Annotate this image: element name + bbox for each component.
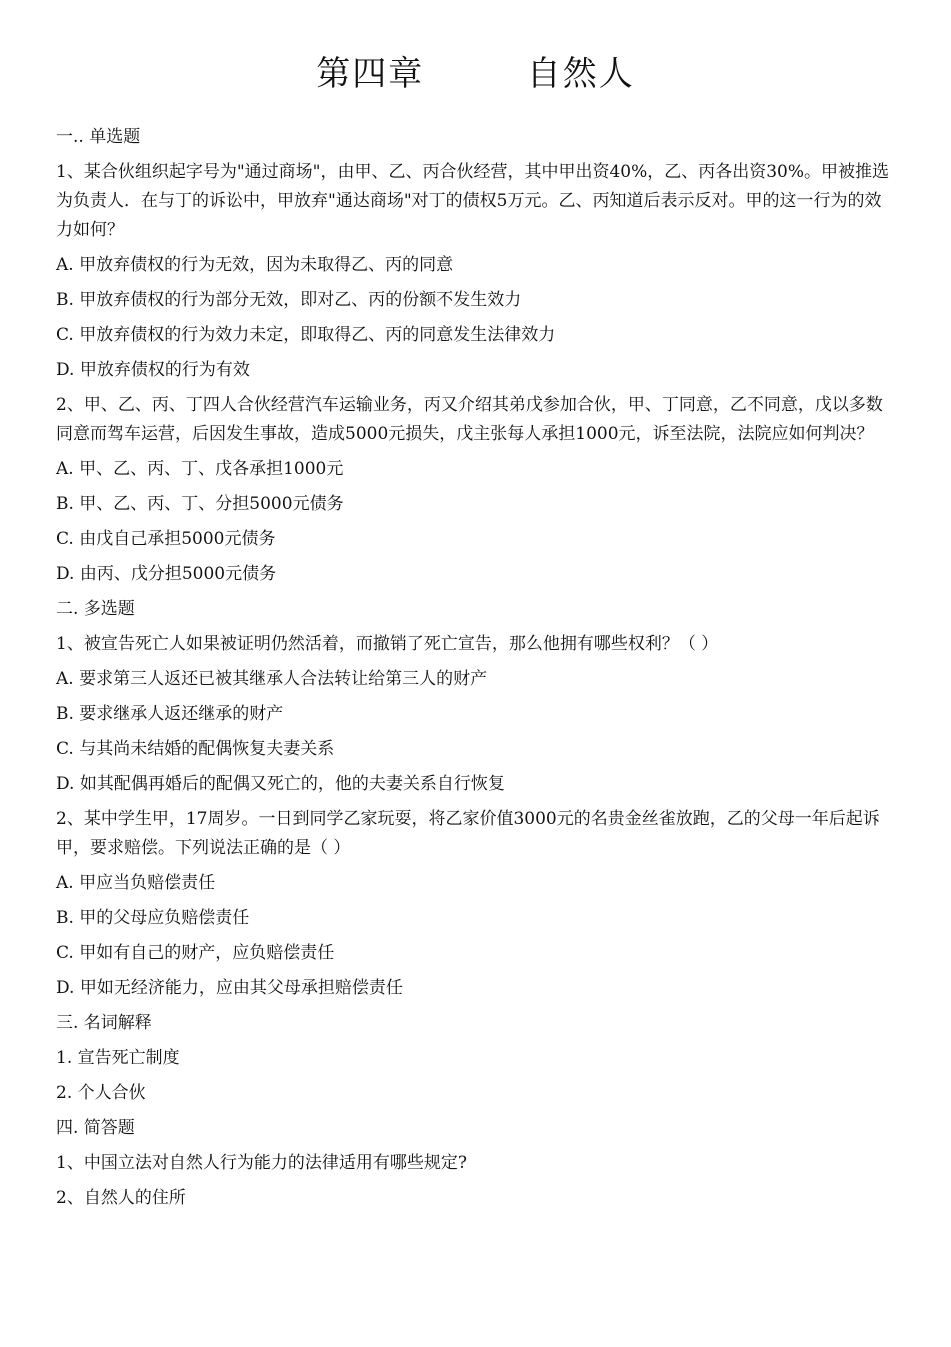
document-body — [56, 120, 894, 1216]
question-option: B. 甲、乙、丙、丁、分担5000元债务 — [56, 494, 344, 514]
term-item: 1. 宣告死亡制度 — [56, 1048, 180, 1068]
section-heading-short-answer: 四. 简答题 — [56, 1118, 135, 1138]
question-option: C. 由戊自己承担5000元债务 — [56, 529, 276, 549]
question-stem: 2、某中学生甲，17周岁。一日到同学乙家玩耍，将乙家价值3000元的名贵金丝雀放跑，乙的父母一年后起诉甲，要求赔偿。下列说法正确的是（ ） — [56, 809, 880, 858]
question-option: B. 甲的父母应负赔偿责任 — [56, 908, 250, 928]
question-option: C. 与其尚未结婚的配偶恢复夫妻关系 — [56, 739, 335, 759]
section-heading-single-choice: 一.. 单选题 — [56, 127, 141, 147]
question-option: D. 如其配偶再婚后的配偶又死亡的，他的夫妻关系自行恢复 — [56, 774, 505, 794]
question-option: D. 由丙、戊分担5000元债务 — [56, 564, 277, 584]
question-stem: 1、某合伙组织起字号为"通过商场"，由甲、乙、丙合伙经营，其中甲出资40%，乙、丙各出资30%。甲被推选为负责人．在与丁的诉讼中，甲放弃"通达商场"对丁的债权5万元。乙、丙知道后表示反对。甲的这一行为的效力如何？ — [56, 162, 890, 240]
short-answer-item: 2、自然人的住所 — [56, 1188, 186, 1208]
question-option: A. 甲应当负赔偿责任 — [56, 873, 216, 893]
question-option: C. 甲放弃债权的行为效力未定，即取得乙、丙的同意发生法律效力 — [56, 325, 556, 345]
question-option: A. 甲、乙、丙、丁、戊各承担1000元 — [56, 459, 344, 479]
question-option: D. 甲放弃债权的行为有效 — [56, 360, 250, 380]
question-option: C. 甲如有自己的财产，应负赔偿责任 — [56, 943, 335, 963]
question-stem: 1、被宣告死亡人如果被证明仍然活着，而撤销了死亡宣告，那么他拥有哪些权利？（ ） — [56, 634, 719, 654]
question-option: A. 甲放弃债权的行为无效，因为未取得乙、丙的同意 — [56, 255, 454, 275]
question-option: B. 要求继承人返还继承的财产 — [56, 704, 284, 724]
term-item: 2. 个人合伙 — [56, 1083, 146, 1103]
short-answer-item: 1、中国立法对自然人行为能力的法律适用有哪些规定? — [56, 1153, 467, 1173]
question-stem: 2、甲、乙、丙、丁四人合伙经营汽车运输业务，丙又介绍其弟戊参加合伙，甲、丁同意，乙不同意，戊以多数同意而驾车运营，后因发生事故，造成5000元损失，戊主张每人承担1000元，诉至法院，法院应如何判决？ — [56, 395, 883, 444]
section-heading-term-explanation: 三. 名词解释 — [56, 1013, 152, 1033]
question-option: B. 甲放弃债权的行为部分无效，即对乙、丙的份额不发生效力 — [56, 290, 522, 310]
chapter-title: 第四章 自然人 — [316, 54, 635, 94]
question-option: A. 要求第三人返还已被其继承人合法转让给第三人的财产 — [56, 669, 488, 689]
section-heading-multiple-choice: 二. 多选题 — [56, 599, 135, 619]
question-option: D. 甲如无经济能力，应由其父母承担赔偿责任 — [56, 978, 403, 998]
